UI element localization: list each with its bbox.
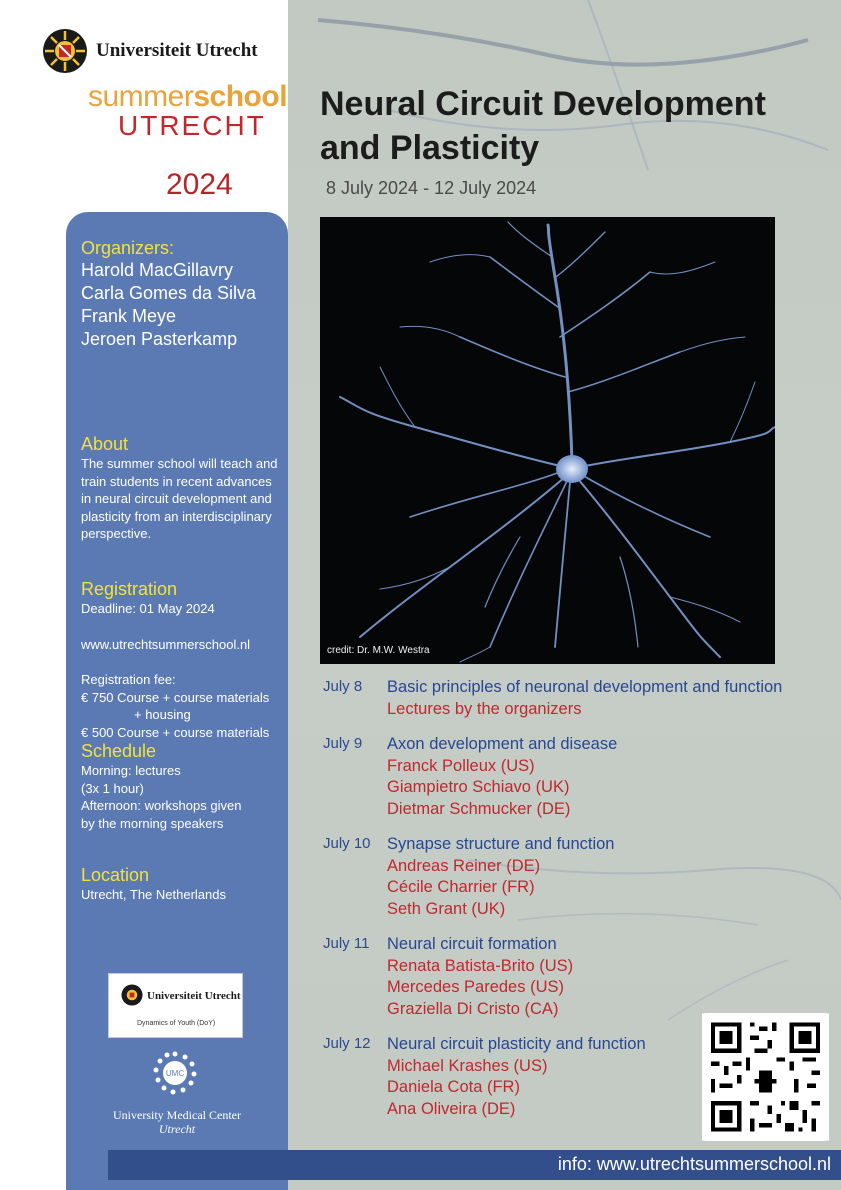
school-word: school: [193, 80, 288, 113]
day-topic: Synapse structure and function: [387, 835, 615, 853]
organizer: Jeroen Pasterkamp: [81, 329, 238, 349]
fee-line: € 500 Course + course materials: [81, 724, 270, 740]
organizer: Frank Meye: [81, 306, 177, 326]
speaker: Andreas Reiner (DE): [387, 856, 541, 875]
organizers-heading: Organizers:: [81, 238, 175, 258]
doy-name: Dynamics of Youth (DoY): [137, 1020, 216, 1027]
organizers-list: [81, 259, 256, 351]
day-date: July 12: [323, 1035, 371, 1052]
day-topic: Neural circuit plasticity and function: [387, 1035, 646, 1053]
doy-university: Universiteit Utrecht: [147, 990, 241, 1002]
day-date: July 8: [323, 678, 363, 695]
umc-line-2: Utrecht: [158, 1122, 196, 1136]
footer-bar: [108, 1150, 841, 1180]
location-section: [81, 864, 286, 904]
speaker: Seth Grant (UK): [387, 899, 506, 918]
schedule-day: [323, 734, 823, 820]
fee-line: € 750 Course + course materials: [81, 689, 270, 705]
speaker: Mercedes Paredes (US): [387, 978, 564, 996]
day-date: July 10: [323, 835, 371, 852]
umc-name: [66, 1108, 288, 1136]
summerschool-wordmark: [88, 82, 287, 112]
neuron-photo: [320, 217, 775, 664]
footer-info-link[interactable]: info: www.utrechtsummerschool.nl: [557, 1154, 831, 1174]
schedule-line: by the morning speakers: [81, 815, 224, 831]
umc-line-1: University Medical Center: [113, 1108, 241, 1122]
speaker: Giampietro Schiavo (UK): [387, 778, 570, 796]
day-topic: Axon development and disease: [387, 735, 618, 753]
registration-section: [81, 578, 286, 741]
umc-logo-icon: [152, 1050, 198, 1096]
about-heading: About: [81, 434, 129, 454]
speaker: Lectures by the organizers: [387, 699, 582, 718]
day-date: July 9: [323, 735, 363, 752]
registration-deadline: Deadline: 01 May 2024: [81, 601, 215, 616]
schedule-day: [323, 934, 823, 1020]
organizer: Harold MacGillavry: [81, 260, 234, 280]
year: 2024: [166, 168, 233, 201]
speaker: Ana Oliveira (DE): [387, 1099, 516, 1118]
day-topic: Basic principles of neuronal development and function: [387, 678, 783, 696]
qr-code[interactable]: [702, 1013, 829, 1141]
organizer: Carla Gomes da Silva: [81, 283, 257, 303]
about-text: The summer school will teach and train students in recent advances in neural circuit development and plasticity from an interdisciplinary perspective.: [81, 456, 278, 541]
umc-badge-text: UMC: [165, 1069, 185, 1078]
speaker: Daniela Cota (FR): [387, 1078, 520, 1096]
location-heading: Location: [81, 865, 150, 885]
speaker: Renata Batista-Brito (US): [387, 956, 574, 975]
schedule-summary-section: [81, 740, 286, 832]
uu-logo: [42, 28, 258, 74]
registration-heading: Registration: [81, 579, 178, 599]
speaker: Michael Krashes (US): [387, 1056, 548, 1075]
speaker: Dietmar Schmucker (DE): [387, 799, 571, 818]
city-wordmark: UTRECHT: [118, 110, 266, 141]
schedule-day: [323, 677, 823, 720]
speaker: Franck Polleux (US): [387, 756, 535, 775]
speaker: Cécile Charrier (FR): [387, 878, 535, 896]
about-section: [81, 433, 281, 543]
page-title: [320, 82, 830, 170]
schedule-heading: Schedule: [81, 741, 157, 761]
schedule-line: Morning: lectures: [81, 763, 181, 778]
fee-label: Registration fee:: [81, 672, 176, 687]
university-name: Universiteit Utrecht: [96, 40, 258, 61]
qr-code-image: [702, 1013, 829, 1141]
day-date: July 11: [323, 935, 370, 952]
location-text: Utrecht, The Netherlands: [81, 887, 226, 902]
speaker: Graziella Di Cristo (CA): [387, 999, 559, 1018]
neuron-illustration: [320, 217, 775, 664]
title-line-2: and Plasticity: [320, 129, 540, 167]
schedule-line: (3x 1 hour): [81, 780, 144, 796]
fee-line-housing: + housing: [134, 707, 191, 722]
uu-sun-icon: [42, 28, 88, 74]
neuron-soma: [556, 455, 588, 483]
uu-sun-icon: [121, 984, 143, 1006]
event-dates: 8 July 2024 - 12 July 2024: [326, 178, 537, 198]
photo-credit: credit: Dr. M.W. Westra: [327, 645, 430, 656]
doy-logo: [108, 973, 243, 1038]
schedule-day: [323, 834, 823, 920]
website-link[interactable]: www.utrechtsummerschool.nl: [81, 636, 251, 652]
day-topic: Neural circuit formation: [387, 935, 557, 953]
organizers-section: [81, 237, 256, 351]
summer-word: summer: [88, 80, 194, 113]
schedule-line: Afternoon: workshops given: [81, 798, 242, 813]
title-line-1: Neural Circuit Development: [320, 85, 766, 123]
